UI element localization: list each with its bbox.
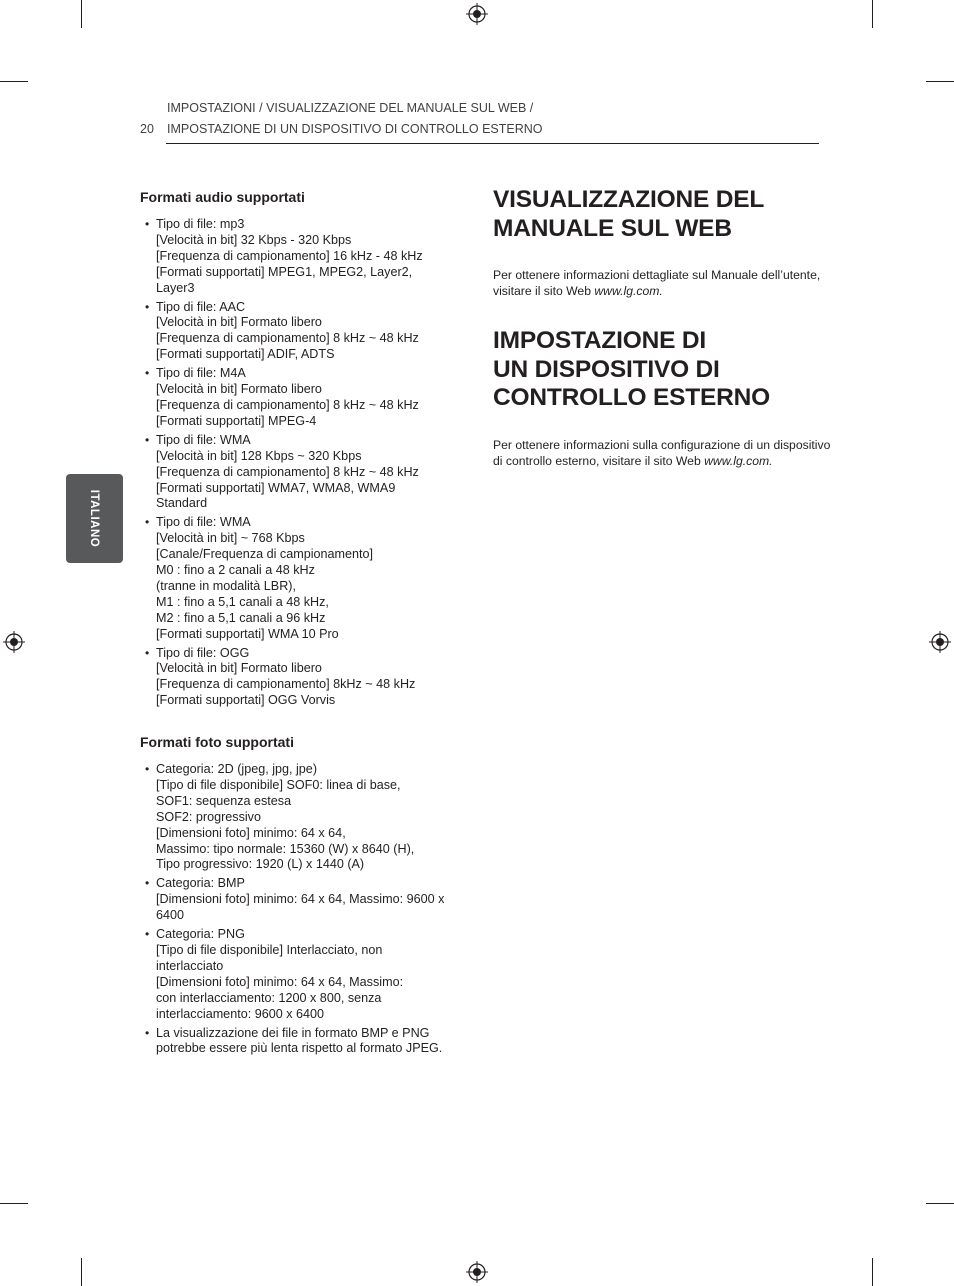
list-item bbox=[140, 515, 470, 642]
list-item-line: [Velocità in bit] Formato libero bbox=[156, 315, 322, 330]
list-item bbox=[140, 927, 470, 1022]
list-item-line: Tipo progressivo: 1920 (L) x 1440 (A) bbox=[156, 857, 365, 872]
bullet-icon: • bbox=[145, 876, 150, 891]
list-item-line: Standard bbox=[156, 496, 208, 511]
crop-mark bbox=[0, 81, 28, 82]
heading-line: VISUALIZZAZIONE DEL bbox=[493, 186, 765, 213]
list-item-line: [Formati supportati] WMA7, WMA8, WMA9 bbox=[156, 480, 396, 495]
list-item-line: [Velocità in bit] Formato libero bbox=[156, 661, 322, 676]
header-breadcrumb-line1: IMPOSTAZIONI / VISUALIZZAZIONE DEL MANUALE SUL WEB / bbox=[167, 101, 534, 115]
bullet-icon: • bbox=[145, 762, 150, 776]
list-item-line: M1 : fino a 5,1 canali a 48 kHz, bbox=[156, 594, 329, 609]
list-item-line: potrebbe essere più lenta rispetto al formato JPEG. bbox=[156, 1041, 443, 1056]
list-item-line: [Frequenza di campionamento] 8 kHz ~ 48 kHz bbox=[156, 397, 419, 412]
list-item-line: Tipo di file: WMA bbox=[156, 432, 251, 447]
external-device-text-line: Per ottenere informazioni sulla configurazione di un dispositivo bbox=[493, 438, 831, 452]
web-manual-text-line: Per ottenere informazioni dettagliate sul Manuale dell’utente, bbox=[493, 268, 821, 282]
bullet-icon: • bbox=[145, 645, 150, 660]
list-item-line: Tipo di file: OGG bbox=[156, 645, 250, 660]
list-item-line: [Dimensioni foto] minimo: 64 x 64, Massimo: 9600 x bbox=[156, 892, 445, 907]
list-item bbox=[140, 876, 470, 924]
list-item-line: SOF1: sequenza estesa bbox=[156, 793, 292, 808]
bullet-icon: • bbox=[145, 1025, 150, 1040]
list-item-line: [Velocità in bit] ~ 768 Kbps bbox=[156, 531, 305, 546]
web-manual-text bbox=[493, 267, 823, 300]
list-item-line: Categoria: PNG bbox=[156, 927, 245, 942]
audio-formats-title: Formati audio supportati bbox=[140, 189, 305, 205]
list-item bbox=[140, 433, 470, 513]
crop-mark bbox=[0, 1203, 28, 1204]
list-item-line: [Formati supportati] MPEG-4 bbox=[156, 413, 317, 428]
list-item bbox=[140, 300, 470, 364]
list-item bbox=[140, 646, 470, 710]
language-side-tab-label: ITALIANO bbox=[88, 489, 101, 548]
crop-mark bbox=[872, 1258, 873, 1286]
list-item-line: [Formati supportati] ADIF, ADTS bbox=[156, 347, 335, 362]
heading-line: MANUALE SUL WEB bbox=[493, 214, 732, 242]
list-item-line: Tipo di file: AAC bbox=[156, 299, 246, 314]
list-item-line: [Velocità in bit] 32 Kbps - 320 Kbps bbox=[156, 232, 352, 247]
external-device-text bbox=[493, 437, 831, 470]
list-item-line: Tipo di file: WMA bbox=[156, 515, 251, 530]
list-item-line: La visualizzazione dei file in formato BMP e PNG bbox=[156, 1025, 430, 1040]
heading-line: UN DISPOSITIVO DI bbox=[493, 355, 720, 383]
audio-formats-list bbox=[140, 217, 470, 712]
list-item-line: [Formati supportati] OGG Vorvis bbox=[156, 693, 336, 708]
list-item-line: [Frequenza di campionamento] 16 kHz - 48 kHz bbox=[156, 248, 423, 263]
list-item bbox=[140, 762, 470, 873]
language-side-tab bbox=[66, 474, 123, 563]
list-item bbox=[140, 1026, 470, 1058]
list-item-line: interlacciato bbox=[156, 958, 224, 973]
photo-formats-section bbox=[140, 734, 470, 751]
external-device-text-line: di controllo esterno, visitare il sito Web bbox=[493, 454, 705, 469]
web-manual-heading bbox=[493, 186, 823, 243]
web-manual-text-line: visitare il sito Web bbox=[493, 284, 595, 299]
list-item-line: M0 : fino a 2 canali a 48 kHz bbox=[156, 563, 315, 578]
external-device-link[interactable]: www.lg.com. bbox=[704, 454, 773, 469]
registration-mark-icon bbox=[3, 631, 25, 653]
list-item-line: Layer3 bbox=[156, 280, 195, 295]
list-item-line: (tranne in modalità LBR), bbox=[156, 578, 296, 593]
registration-mark-icon bbox=[466, 1261, 488, 1283]
list-item-line: [Tipo di file disponibile] SOF0: linea di base, bbox=[156, 777, 401, 792]
list-item-line: Categoria: 2D (jpeg, jpg, jpe) bbox=[156, 762, 318, 776]
list-item-line: [Formati supportati] WMA 10 Pro bbox=[156, 626, 339, 641]
bullet-icon: • bbox=[145, 432, 150, 447]
list-item-line: 6400 bbox=[156, 908, 185, 923]
bullet-icon: • bbox=[145, 366, 150, 381]
list-item-line: Massimo: tipo normale: 15360 (W) x 8640 (H), bbox=[156, 841, 415, 856]
list-item-line: [Tipo di file disponibile] Interlacciato, non bbox=[156, 942, 383, 957]
list-item-line: interlacciamento: 9600 x 6400 bbox=[156, 1006, 325, 1021]
crop-mark bbox=[926, 81, 954, 82]
list-item-line: [Frequenza di campionamento] 8 kHz ~ 48 kHz bbox=[156, 331, 419, 346]
crop-mark bbox=[81, 1258, 82, 1286]
list-item-line: con interlacciamento: 1200 x 800, senza bbox=[156, 990, 382, 1005]
list-item-line: Tipo di file: mp3 bbox=[156, 217, 245, 231]
bullet-icon: • bbox=[145, 217, 150, 231]
heading-line: IMPOSTAZIONE DI bbox=[493, 327, 706, 354]
list-item-line: [Dimensioni foto] minimo: 64 x 64, Massimo: bbox=[156, 974, 404, 989]
list-item-line: Tipo di file: M4A bbox=[156, 366, 246, 381]
list-item bbox=[140, 366, 470, 430]
external-device-heading bbox=[493, 327, 823, 413]
audio-formats-section bbox=[140, 189, 470, 206]
crop-mark bbox=[872, 0, 873, 28]
registration-mark-icon bbox=[466, 3, 488, 25]
header-breadcrumb-line2: IMPOSTAZIONE DI UN DISPOSITIVO DI CONTROLLO ESTERNO bbox=[167, 122, 543, 136]
crop-mark bbox=[81, 0, 82, 28]
list-item-line: [Velocità in bit] Formato libero bbox=[156, 382, 322, 397]
list-item-line: Categoria: BMP bbox=[156, 876, 245, 891]
list-item-line: M2 : fino a 5,1 canali a 96 kHz bbox=[156, 610, 326, 625]
list-item-line: [Frequenza di campionamento] 8kHz ~ 48 kHz bbox=[156, 677, 416, 692]
list-item-line: SOF2: progressivo bbox=[156, 809, 261, 824]
bullet-icon: • bbox=[145, 927, 150, 942]
list-item-line: [Formati supportati] MPEG1, MPEG2, Layer2, bbox=[156, 264, 413, 279]
page-number: 20 bbox=[140, 122, 154, 136]
list-item-line: [Canale/Frequenza di campionamento] bbox=[156, 547, 374, 562]
list-item-line: [Frequenza di campionamento] 8 kHz ~ 48 kHz bbox=[156, 464, 419, 479]
list-item-line: [Velocità in bit] 128 Kbps ~ 320 Kbps bbox=[156, 448, 362, 463]
list-item-line: [Dimensioni foto] minimo: 64 x 64, bbox=[156, 825, 346, 840]
bullet-icon: • bbox=[145, 299, 150, 314]
list-item bbox=[140, 217, 470, 297]
photo-formats-title: Formati foto supportati bbox=[140, 734, 294, 750]
header-rule bbox=[166, 143, 819, 144]
photo-formats-list bbox=[140, 762, 470, 1060]
web-manual-link[interactable]: www.lg.com. bbox=[594, 284, 663, 299]
registration-mark-icon bbox=[929, 631, 951, 653]
heading-line: CONTROLLO ESTERNO bbox=[493, 384, 770, 412]
bullet-icon: • bbox=[145, 515, 150, 530]
crop-mark bbox=[926, 1203, 954, 1204]
